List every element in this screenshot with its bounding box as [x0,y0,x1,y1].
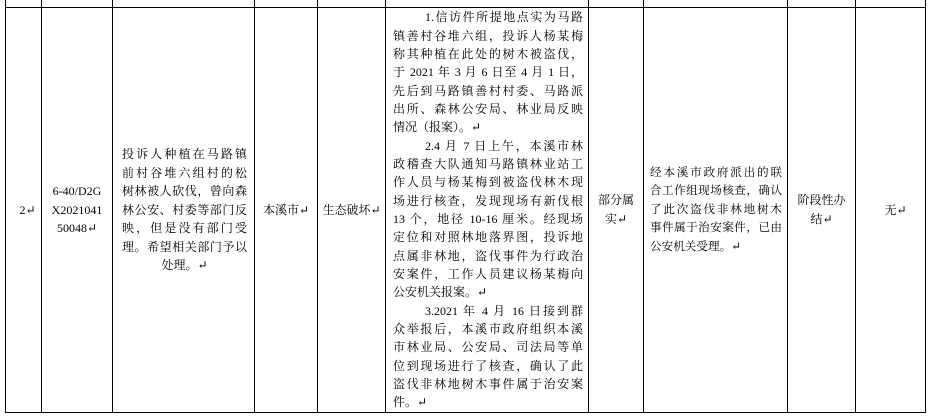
case-id-line: 50048↵ [56,221,98,236]
city-text: 本溪市↵ [262,202,310,217]
case-id-line: X2021041 [51,202,103,217]
complaint-line: 处理。↵ [161,258,208,273]
previous-row-cell [644,0,788,7]
result-line: 公安机关受理。↵ [650,239,741,253]
complaint-line: 理。希望相关部门予以 [122,239,247,254]
result-line: 经本溪市政府派出的联 [650,165,782,179]
previous-row-cell [788,0,856,7]
cell-remarks[interactable] [856,8,925,412]
verdict-line: 实↵ [604,212,628,226]
category-text: 生态破坏↵ [322,202,381,217]
cell-investigation[interactable] [386,8,589,412]
complaint-line: 投诉人种植在马路镇 [122,146,247,161]
table-row [5,7,926,413]
investigation-line: 政稽查大队通知马路镇林业站工 [393,156,583,171]
investigation-line: 件。↵ [393,395,428,410]
remarks-text: 无↵ [884,202,907,217]
investigation-line: 盗伐非林地树木事件属于治安案 [393,377,583,392]
cell-category[interactable] [318,8,386,412]
investigation-line: 作人员与杨某梅到被盗伐林木现 [393,175,583,190]
cell-result[interactable] [644,8,788,412]
investigation-line: 镇善村谷堆六组，投诉人杨某梅 [393,28,583,43]
complaint-line: 林公安、村委等部门反 [122,202,247,217]
cell-complaint[interactable] [113,8,255,412]
previous-row-cell [113,0,255,7]
complaint-line: 前村谷堆六组村的松 [122,165,247,180]
investigation-line: 于 2021 年 3 月 6 日至 4 月 1 日， [393,65,583,80]
previous-row-cell [589,0,644,7]
status-line: 结↵ [810,212,833,226]
cell-case-id[interactable] [42,8,113,412]
previous-row-cell [42,0,113,7]
cell-row-number[interactable] [6,8,42,412]
investigation-line: 13 个，地径 10-16 厘米。经现场 [393,212,583,226]
previous-row-cell [318,0,386,7]
investigation-line: 点属非林地，盗伐事件为行政治 [393,248,583,263]
complaint-line: 映，但是没有部门受 [122,221,247,236]
previous-row-cell [6,0,42,7]
previous-row-cell [386,0,589,7]
investigation-line: 公安机关报案。↵ [393,285,488,300]
status-line: 阶段性办 [797,193,846,208]
investigation-line: 1.信访件所提地点实为马路 [425,10,583,25]
investigation-line: 市林业局、公安局、司法局等单 [393,340,583,355]
result-line: 事件属于治安案件，已由 [650,221,782,235]
investigation-line: 定位和对照林地落界图，投诉地 [393,230,583,245]
row-number-text: 2↵ [19,202,36,217]
investigation-line: 称其种植在此处的树木被盗伐， [393,46,583,61]
previous-row-cell [255,0,318,7]
verdict-line: 部分属 [597,193,634,208]
result-line: 合工作组现场核查，确认 [650,184,782,198]
investigation-line: 安案件，工作人员建议杨某梅向 [393,267,583,282]
investigation-line: 3.2021 年 4 月 16 日接到群 [425,303,583,318]
investigation-line: 情况（报案）。↵ [393,120,482,135]
case-id-line: 6-40/D2G [52,184,102,199]
result-line: 了此次盗伐非林地树木 [650,202,782,216]
investigation-line: 场进行核查，发现现场有新伐根 [393,193,583,208]
previous-row-cell [856,0,925,7]
previous-row-edge [5,0,926,7]
investigation-line: 先后到马路镇善村村委、马路派 [393,83,583,98]
investigation-line: 2.4 月 7 日上午，本溪市林 [425,138,583,153]
investigation-line: 众举报后，本溪市政府组织本溪 [393,322,583,337]
cell-city[interactable] [255,8,318,412]
complaint-line: 树林被人砍伐，曾向森 [122,184,247,199]
investigation-line: 出所、森林公安局、林业局反映 [393,101,583,116]
investigation-line: 位到现场进行了核查，确认了此 [393,358,583,373]
cell-status[interactable] [788,8,856,412]
cell-verdict[interactable] [589,8,644,412]
